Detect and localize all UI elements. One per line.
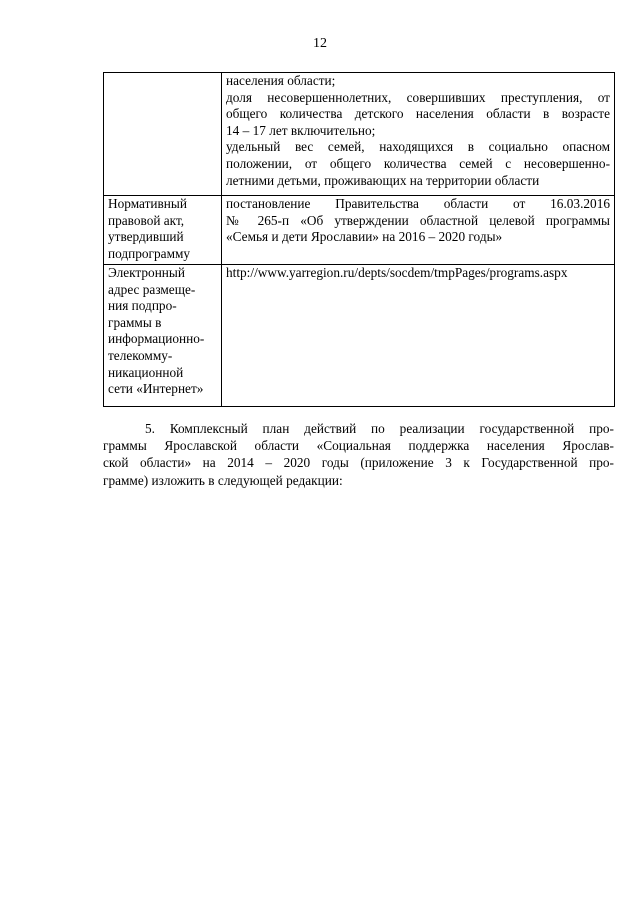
row-1-value-line: летними детьми, проживающих на территории области <box>226 172 540 188</box>
row-3-label-line: адрес размеще- <box>108 281 196 297</box>
row-2-value-cell <box>222 196 615 265</box>
table-row-web-address <box>104 265 615 407</box>
row-2-value-line: постановление Правительства области от 16.03.2016 <box>226 196 610 211</box>
row-3-label-line: телекомму- <box>108 347 173 363</box>
row-3-label-line: Электронный <box>108 265 185 280</box>
row-1-value-line: 14 – 17 лет включительно; <box>226 122 376 138</box>
paragraph-item-5 <box>103 420 614 489</box>
row-3-label-line: никационной <box>108 364 184 380</box>
program-url: http://www.yarregion.ru/depts/socdem/tmpPages/programs.aspx <box>226 265 568 280</box>
row-2-value-line: «Семья и дети Ярославии» на 2016 – 2020 годы» <box>226 229 503 245</box>
row-3-label-line: сети «Интернет» <box>108 381 204 397</box>
row-1-value-line: населения области; <box>226 73 336 88</box>
page-number: 12 <box>313 36 327 51</box>
row-1-value-line: доля несовершеннолетних, совершивших преступления, от <box>226 89 610 105</box>
row-3-label-cell <box>104 265 222 407</box>
row-2-label-line: подпрограмму <box>108 245 191 261</box>
subprogram-passport-table <box>103 72 615 407</box>
row-2-label-line: правовой акт, <box>108 212 185 228</box>
row-3-label-line: граммы в <box>108 314 162 330</box>
paragraph-line: ской области» на 2014 – 2020 годы (приложение 3 к Государственной про- <box>103 455 614 471</box>
row-1-value-line: удельный вес семей, находящихся в социально опасном <box>226 139 610 155</box>
paragraph-line: грамме) изложить в следующей редакции: <box>103 472 343 488</box>
row-1-value-line: общего количества детского населения области в возрасте <box>226 106 610 122</box>
row-3-label-line: ния подпро- <box>108 298 177 314</box>
paragraph-line: 5. Комплексный план действий по реализации государственной про- <box>145 421 614 436</box>
row-3-value-cell <box>222 265 615 407</box>
row-2-label-cell <box>104 196 222 265</box>
row-2-label-line: Нормативный <box>108 196 187 211</box>
row-1-label-cell <box>104 73 222 196</box>
row-1-value-line: положении, от общего количества семей с несовершенно- <box>226 155 610 171</box>
row-1-value-cell <box>222 73 615 196</box>
table-row-legal-act <box>104 196 615 265</box>
row-2-value-line: № 265-п «Об утверждении областной целевой программы <box>226 212 610 228</box>
paragraph-line: граммы Ярославской области «Социальная поддержка населения Ярослав- <box>103 438 614 454</box>
table-row-indicators <box>104 73 615 196</box>
row-3-label-line: информационно- <box>108 331 205 347</box>
row-2-label-line: утвердивший <box>108 229 184 245</box>
